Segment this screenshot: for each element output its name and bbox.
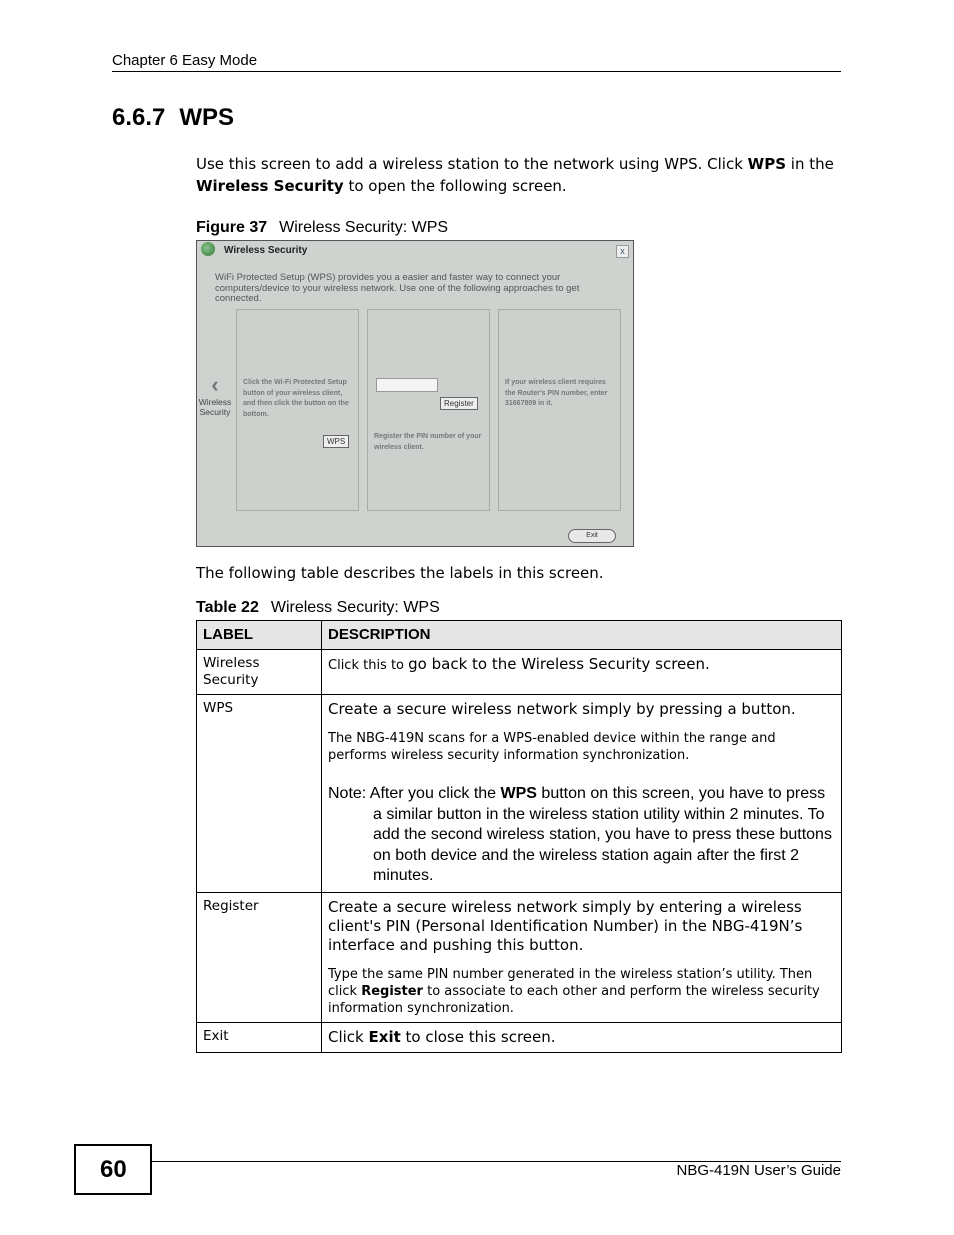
panel-instructions: Click the Wi-Fi Protected Setup button of your wireless client, and then click the button on the bottom. [243,379,349,418]
section-number: 6.6.7 [112,104,166,131]
table-row [197,695,842,893]
intro-text: to open the following screen. [343,177,567,195]
table-row [197,650,842,695]
exit-button[interactable]: Exit [568,529,616,543]
panel-instructions: If your wireless client requires the Router's PIN number, enter 31667809 in it. [505,379,608,407]
wps-button[interactable]: WPS [323,435,349,448]
window-intro-text: WiFi Protected Setup (WPS) provides you a easier and faster way to connect your computers/device to your wireless network. Use one of the following approaches to get connected. [215,272,580,304]
description-text: go back to the Wireless Security screen. [408,655,710,673]
row-description [322,695,842,893]
figure-label: Figure 37 [196,219,268,236]
row-label: Wireless Security [197,650,322,695]
description-text: to associate to each other and perform the wireless security information synchronization. [328,983,820,1016]
pin-input[interactable] [376,378,438,392]
description-text: to close this screen. [400,1027,556,1046]
table-header-row [197,621,842,650]
section-title [112,104,234,132]
chevron-left-icon: ‹ [211,372,219,397]
row-label: Exit [197,1022,322,1052]
table-row [197,1022,842,1052]
register-button[interactable]: Register [440,397,478,410]
description-term: Register [361,983,423,999]
window-titlebar [197,241,633,261]
note-term: WPS [500,785,537,802]
lead-paragraph: The following table describes the labels in this screen. [196,564,604,582]
row-description [322,892,842,1022]
figure-caption [196,219,448,237]
description-text: Create a secure wireless network simply by pressing a button. [328,700,796,718]
header-description: DESCRIPTION [322,621,842,650]
back-label: Wireless [198,397,232,407]
table-caption-text: Wireless Security: WPS [270,599,440,616]
back-button[interactable] [197,372,233,417]
panel-instructions: Register the PIN number of your wireless client. [374,433,482,451]
panel-register-pin [367,309,490,511]
description-text: Click [328,1027,369,1046]
label-description-table [196,620,842,1053]
description-text: Type the same PIN number generated in the wireless station’s utility. Then click [328,966,813,999]
description-text: Create a secure wireless network simply by entering a wireless client's PIN (Personal Identification Number) in the NBG-419N’s interface and pushing this button. [328,897,803,954]
description-term: Exit [368,1027,401,1046]
intro-paragraph [196,153,846,197]
back-label: Security [199,407,231,417]
table-caption [196,599,440,617]
intro-text: Use this screen to add a wireless station to the network using WPS. Click [196,155,748,173]
intro-wps-term: WPS [747,155,787,173]
row-label: WPS [197,695,322,893]
description-text: The NBG-419N scans for a WPS-enabled device within the range and performs wireless security information synchronization. [328,731,776,763]
row-description [322,650,842,695]
page-number: 60 [74,1144,152,1195]
intro-ws-term: Wireless Security [196,177,344,195]
note-text: button on this screen, you have to press a similar button in the wireless station utility within 2 minutes. To add the second wireless station, you have to press these buttons on both device and the wireless station again after the first 2 minutes. [373,785,832,884]
close-icon[interactable]: x [616,245,629,258]
note-text: Note: After you click the [328,785,501,802]
header-rule [112,71,841,72]
logo-icon [201,242,215,256]
description-text: Click this to [328,658,409,673]
note [328,784,835,887]
figure-caption-text: Wireless Security: WPS [279,219,449,236]
intro-text: in the [786,155,834,173]
wps-screenshot [196,240,634,547]
section-name: WPS [179,104,235,131]
description-text [328,966,835,1017]
header-label: LABEL [197,621,322,650]
row-label: Register [197,892,322,1022]
table-label: Table 22 [196,599,259,616]
row-description [322,1022,842,1052]
table-row [197,892,842,1022]
window-title: Wireless Security [224,245,308,256]
panel-push-button [236,309,359,511]
guide-title: NBG-419N User’s Guide [676,1162,841,1179]
running-header: Chapter 6 Easy Mode [112,52,258,69]
panel-router-pin [498,309,621,511]
